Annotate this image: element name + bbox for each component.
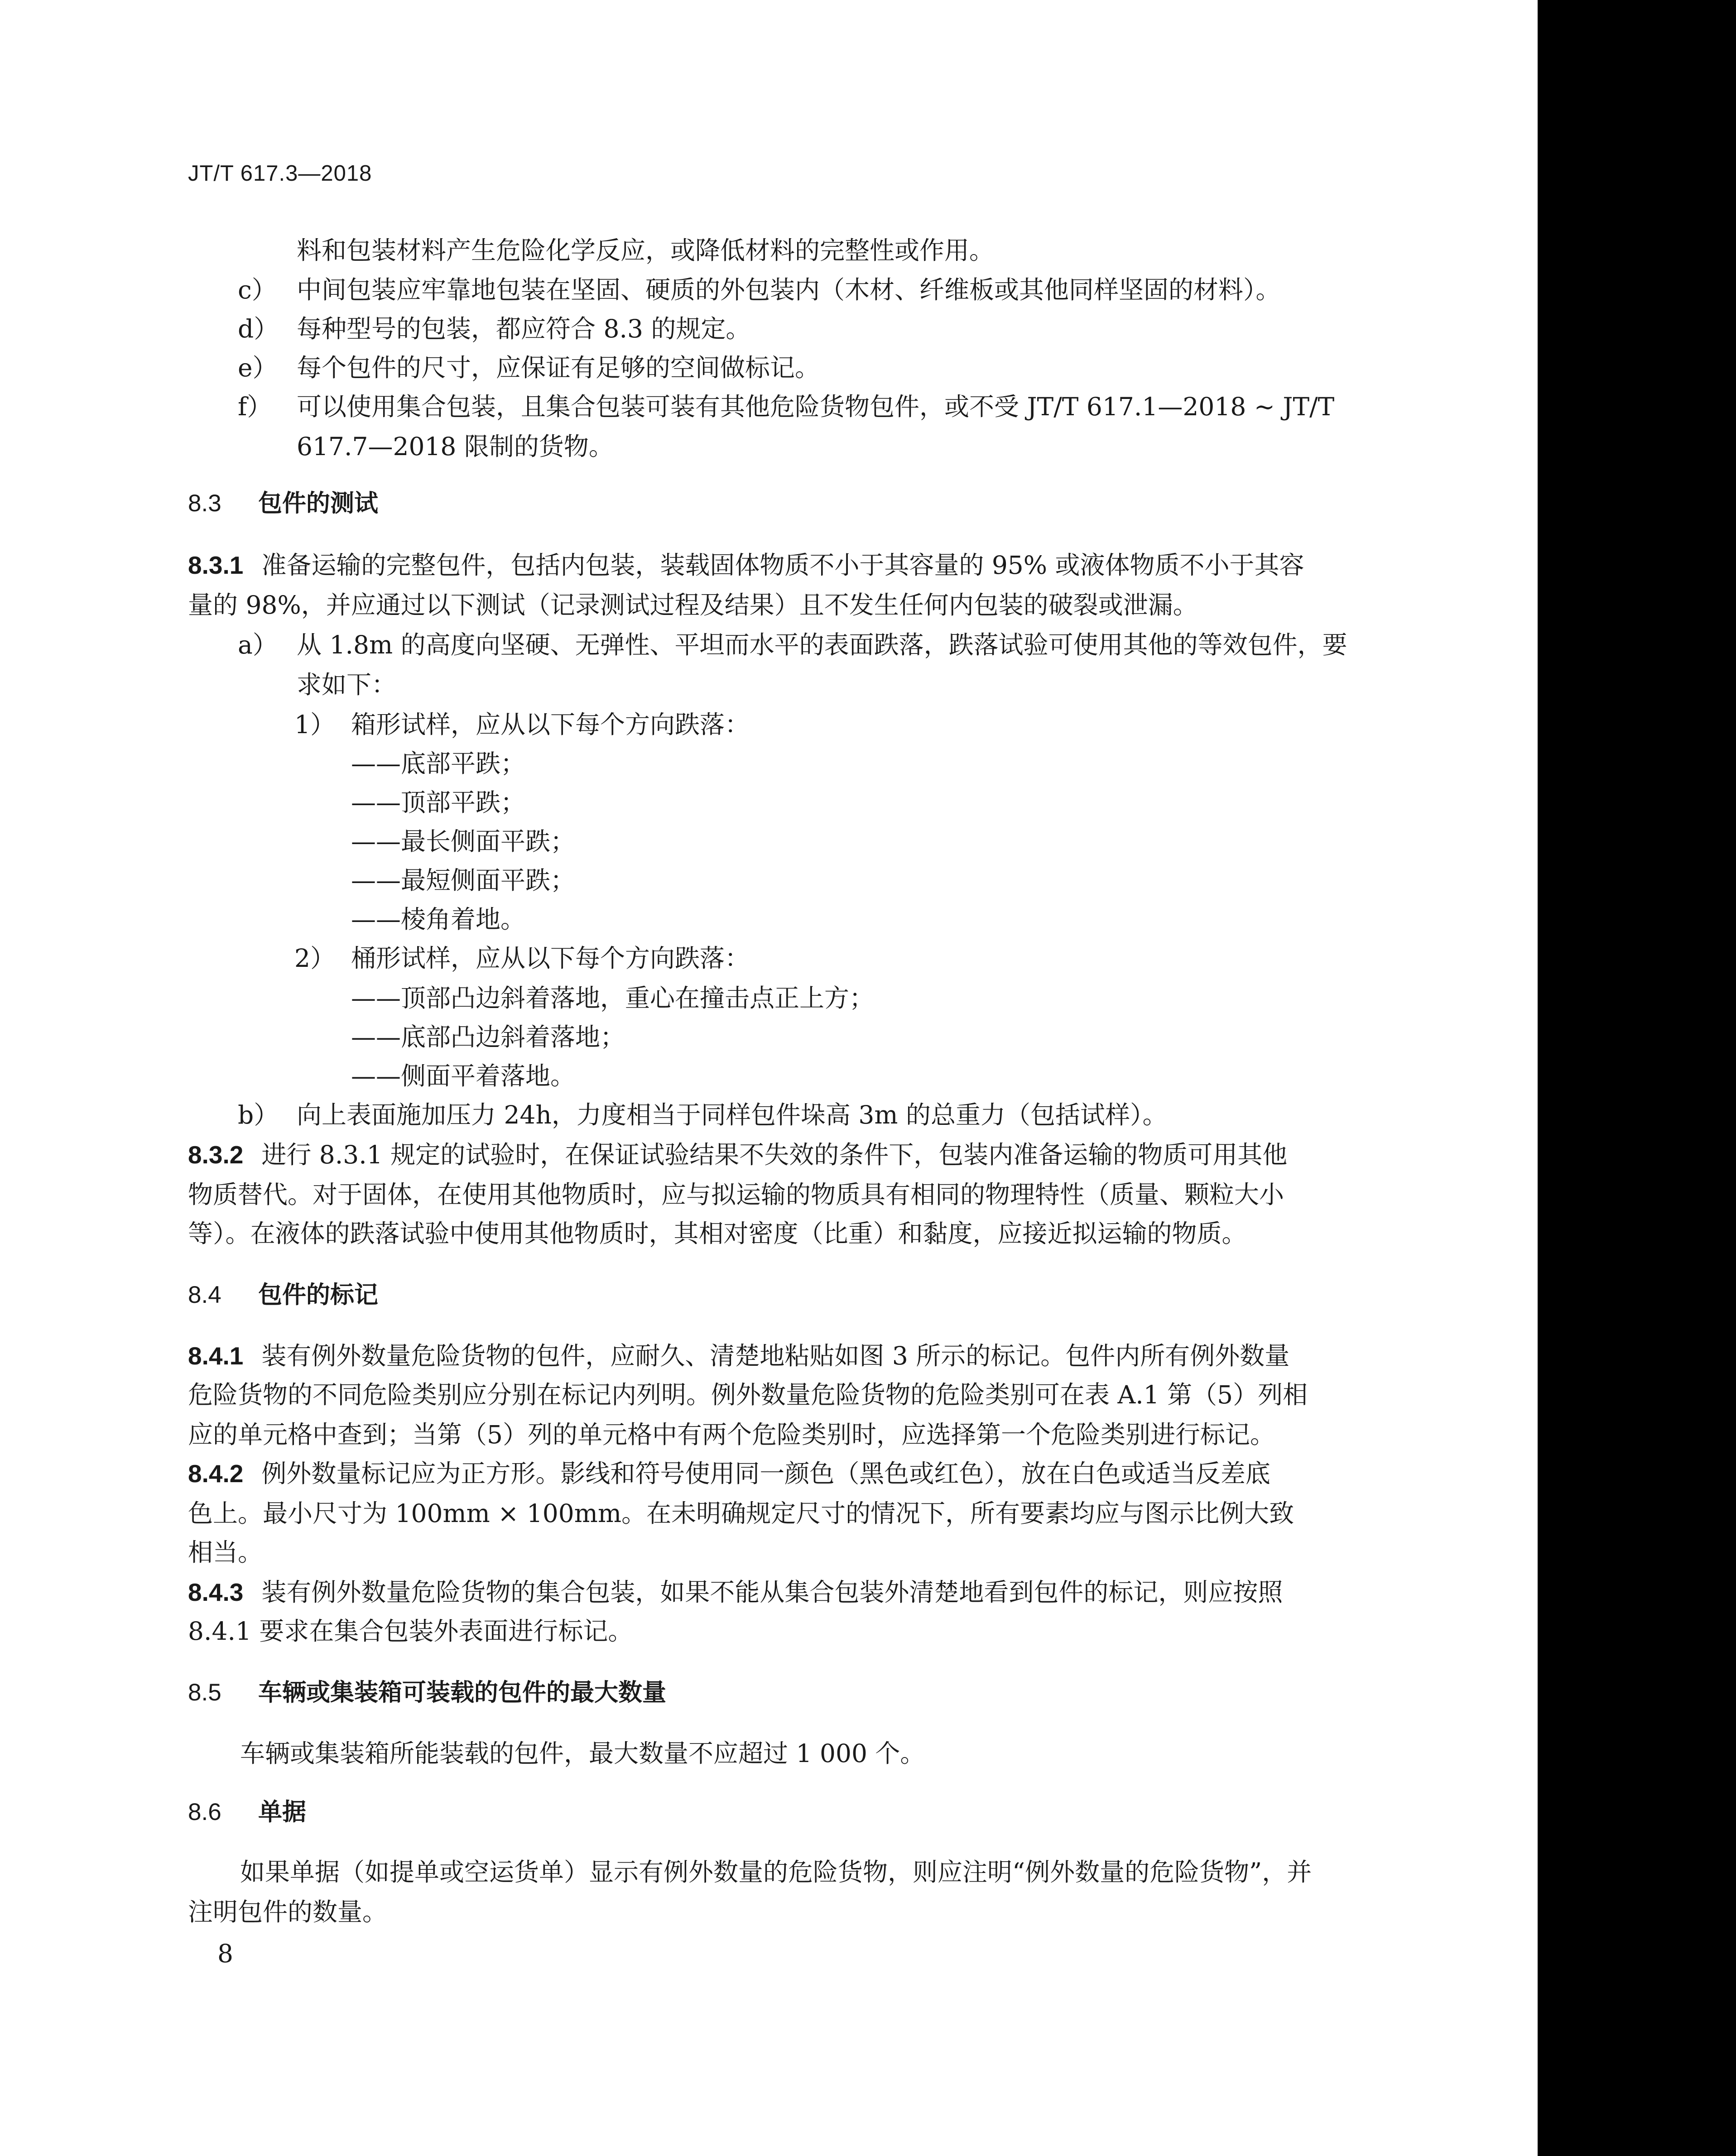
section-8-3-number: 8.3: [188, 490, 221, 517]
item-a-label: a）: [238, 630, 278, 659]
clause-8-4-3-line1: 8.4.3 装有例外数量危险货物的集合包装，如果不能从集合包装外清楚地看到包件的标记，则应按照: [188, 1578, 1283, 1607]
clause-8-4-1-line2: 危险货物的不同危险类别应分别在标记内列明。例外数量危险货物的危险类别可在表 A.1 第（5）列相: [188, 1380, 1308, 1409]
black-margin-band: [1538, 0, 1736, 2156]
clause-8-4-2-line2: 色上。最小尺寸为 100mm × 100mm。在未明确规定尺寸的情况下，所有要素均应与图示比例大致: [188, 1499, 1294, 1528]
item-d-label: d）: [238, 314, 279, 343]
clause-8-4-2-number: 8.4.2: [188, 1460, 244, 1488]
clause-8-4-3-number: 8.4.3: [188, 1578, 244, 1606]
list-item: ——最长侧面平跌；: [351, 827, 576, 856]
sub-item-1-label: 1）: [294, 710, 335, 739]
section-8-6-line1: 如果单据（如提单或空运货单）显示有例外数量的危险货物，则应注明“例外数量的危险货物”，并: [240, 1858, 1312, 1887]
clause-8-4-2-line3: 相当。: [188, 1538, 263, 1567]
item-d-text: 每种型号的包装，都应符合 8.3 的规定。: [297, 314, 751, 343]
item-c-label: c）: [238, 275, 277, 304]
list-item: ——最短侧面平跌；: [351, 866, 576, 895]
list-item: ——侧面平着落地。: [351, 1061, 576, 1090]
section-8-4-heading: [188, 1280, 378, 1311]
clause-8-3-1-line2: 量的 98%，并应通过以下测试（记录测试过程及结果）且不发生任何内包装的破裂或泄漏。: [188, 591, 1198, 619]
section-8-5-number: 8.5: [188, 1679, 221, 1706]
clause-8-4-1-line3: 应的单元格中查到；当第（5）列的单元格中有两个危险类别时，应选择第一个危险类别进行标记。: [188, 1420, 1275, 1449]
list-item: ——底部凸边斜着落地；: [351, 1023, 625, 1052]
item-b-label: b）: [238, 1100, 279, 1129]
section-8-6-number: 8.6: [188, 1799, 221, 1825]
sub-item-1-text: 箱形试样，应从以下每个方向跌落：: [351, 710, 750, 739]
clause-8-4-1-number: 8.4.1: [188, 1342, 244, 1370]
clause-8-4-1-line1: 8.4.1 装有例外数量危险货物的包件，应耐久、清楚地粘贴如图 3 所示的标记。包件内所有例外数量: [188, 1341, 1290, 1370]
list-item: ——顶部平跌；: [351, 788, 526, 817]
standard-number-header: JT/T 617.3—2018: [188, 161, 372, 186]
item-b-continuation: 料和包装材料产生危险化学反应，或降低材料的完整性或作用。: [297, 236, 995, 265]
section-8-5-title: 车辆或集装箱可装载的包件的最大数量: [258, 1679, 666, 1706]
section-8-3-title: 包件的测试: [258, 490, 378, 517]
section-8-5-heading: [188, 1677, 666, 1708]
section-8-6-heading: [188, 1797, 306, 1828]
clause-8-4-2-line1: 8.4.2 例外数量标记应为正方形。影线和符号使用同一颜色（黑色或红色），放在白色或适当反差底: [188, 1459, 1270, 1488]
sub-item-2-label: 2）: [294, 944, 335, 973]
item-f-text-line1: 可以使用集合包装，且集合包装可装有其他危险货物包件，或不受 JT/T 617.1—2018 ~ JT/T: [297, 392, 1335, 421]
section-8-4-number: 8.4: [188, 1282, 221, 1308]
clause-8-4-3-line2: 8.4.1 要求在集合包装外表面进行标记。: [188, 1617, 633, 1646]
page-number: 8: [217, 1939, 233, 1968]
item-b-text: 向上表面施加压力 24h，力度相当于同样包件垛高 3m 的总重力（包括试样）。: [297, 1100, 1168, 1129]
item-e-label: e）: [238, 353, 278, 382]
item-c-text: 中间包装应牢靠地包装在坚固、硬质的外包装内（木材、纤维板或其他同样坚固的材料）。: [297, 275, 1281, 304]
item-f-text-line2: 617.7—2018 限制的货物。: [297, 432, 614, 461]
section-8-4-title: 包件的标记: [258, 1282, 378, 1308]
clause-8-3-1-line1: 8.3.1 准备运输的完整包件，包括内包装，装载固体物质不小于其容量的 95% 或液体物质不小于其容: [188, 551, 1304, 580]
section-8-6-line2: 注明包件的数量。: [188, 1897, 388, 1926]
sub-item-2-text: 桶形试样，应从以下每个方向跌落：: [351, 944, 750, 973]
section-8-5-text: 车辆或集装箱所能装载的包件，最大数量不应超过 1 000 个。: [240, 1739, 925, 1768]
clause-8-3-2-number: 8.3.2: [188, 1141, 244, 1169]
item-a-line1: 从 1.8m 的高度向坚硬、无弹性、平坦而水平的表面跌落，跌落试验可使用其他的等效包件，要: [297, 630, 1347, 659]
clause-8-3-2-line1: 8.3.2 进行 8.3.1 规定的试验时，在保证试验结果不失效的条件下，包装内准备运输的物质可用其他: [188, 1140, 1288, 1169]
clause-8-3-2-line2: 物质替代。对于固体，在使用其他物质时，应与拟运输的物质具有相同的物理特性（质量、颗粒大小: [188, 1180, 1284, 1209]
section-8-6-title: 单据: [258, 1799, 306, 1825]
list-item: ——棱角着地。: [351, 905, 526, 934]
item-e-text: 每个包件的尺寸，应保证有足够的空间做标记。: [297, 353, 820, 382]
clause-8-3-2-line3: 等）。在液体的跌落试验中使用其他物质时，其相对密度（比重）和黏度，应接近拟运输的物质。: [188, 1219, 1247, 1248]
clause-8-3-1-number: 8.3.1: [188, 551, 244, 579]
section-8-3-heading: [188, 488, 378, 519]
item-a-line2: 求如下：: [297, 670, 397, 699]
list-item: ——底部平跌；: [351, 749, 526, 778]
list-item: ——顶部凸边斜着落地，重心在撞击点正上方；: [351, 984, 875, 1013]
item-f-label: f）: [238, 392, 272, 421]
